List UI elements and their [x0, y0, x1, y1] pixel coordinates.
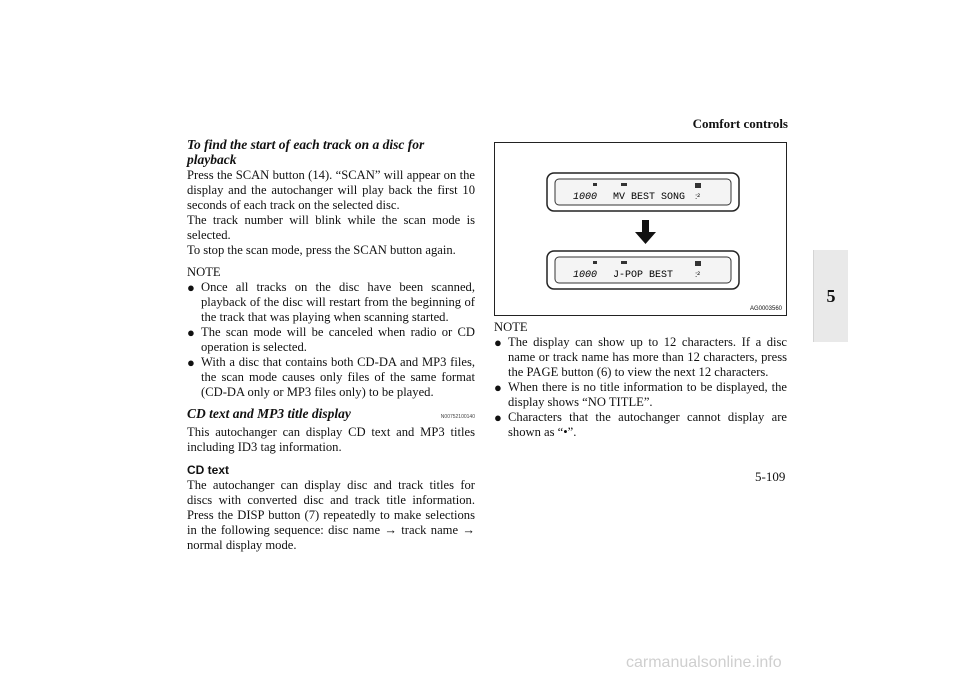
display-2-text: J-POP BEST	[613, 270, 674, 281]
display-figure	[494, 142, 787, 316]
figure-code: AG0003560	[749, 306, 782, 312]
svg-text::²: :²	[695, 192, 700, 201]
chapter-number: 5	[826, 285, 836, 306]
cd-text-paragraph: This autochanger can display CD text and MP3 titles including ID3 tag information.	[187, 425, 475, 454]
right-column	[494, 320, 787, 440]
display-panel-1	[547, 173, 739, 211]
scan-paragraph-3: To stop the scan mode, press the SCAN button again.	[187, 243, 456, 257]
left-column	[187, 137, 475, 553]
scan-paragraph-2: The track number will blink while the scan mode is selected.	[187, 213, 475, 242]
cd-text-heading-row	[187, 406, 475, 425]
scan-paragraph: Press the SCAN button (14). “SCAN” will appear on the display and the autochanger will play back the first 10 seconds of each track on the selected disc.	[187, 168, 475, 212]
note-item: ● Characters that the autochanger cannot display are shown as “•”.	[494, 410, 787, 439]
bullet-icon: ●	[187, 355, 195, 370]
display-2-number: 1000	[573, 270, 598, 281]
display-1-text: MV BEST SONG	[613, 192, 686, 203]
bullet-icon: ●	[187, 325, 195, 340]
note-item: ● The display can show up to 12 characters. If a disc name or track name has more than 12 characters, press the PAGE button (6) to view the next 12 characters.	[494, 335, 787, 379]
bullet-icon: ●	[494, 410, 502, 425]
cd-text-subheading: CD text	[187, 463, 230, 477]
chapter-tab	[813, 250, 848, 342]
svg-text::²: :²	[695, 270, 700, 279]
note-item: ● The scan mode will be canceled when radio or CD operation is selected.	[187, 325, 475, 354]
note-item: ● When there is no title information to be displayed, the display shows “NO TITLE”.	[494, 380, 787, 409]
cd-text-heading: CD text and MP3 title display	[187, 406, 351, 421]
footer-watermark: carmanualsonline.info	[626, 654, 782, 671]
note-list-2	[494, 335, 787, 440]
note-item: ● Once all tracks on the disc have been scanned, playback of the disc will restart from the beginning of the track that was playing when scanning started.	[187, 280, 475, 324]
bullet-icon: ●	[494, 335, 502, 350]
bullet-icon: ●	[187, 280, 195, 295]
note-label: NOTE	[187, 265, 221, 279]
display-panel-2	[547, 251, 739, 289]
display-1-number: 1000	[573, 192, 598, 203]
note-item: ● With a disc that contains both CD-DA and MP3 files, the scan mode causes only files of the same format (CD-DA only or MP3 files only) to be played.	[187, 355, 475, 399]
section-code: N00752100140	[440, 414, 475, 420]
running-header: Comfort controls	[692, 116, 788, 131]
note-list	[187, 280, 475, 400]
display-illustration	[495, 143, 786, 315]
page-number: 5-109	[755, 469, 786, 484]
bullet-icon: ●	[494, 380, 502, 395]
down-arrow-icon	[635, 220, 656, 244]
cd-text-paragraph-2: The autochanger can display disc and track titles for discs with converted disc and track title information. Press the DISP button (7) repeatedly to make selections in the following sequence: disc name → track name → normal display mode.	[187, 478, 475, 552]
scan-heading: To find the start of each track on a disc for playback	[187, 137, 425, 167]
note-label-2: NOTE	[494, 320, 528, 334]
